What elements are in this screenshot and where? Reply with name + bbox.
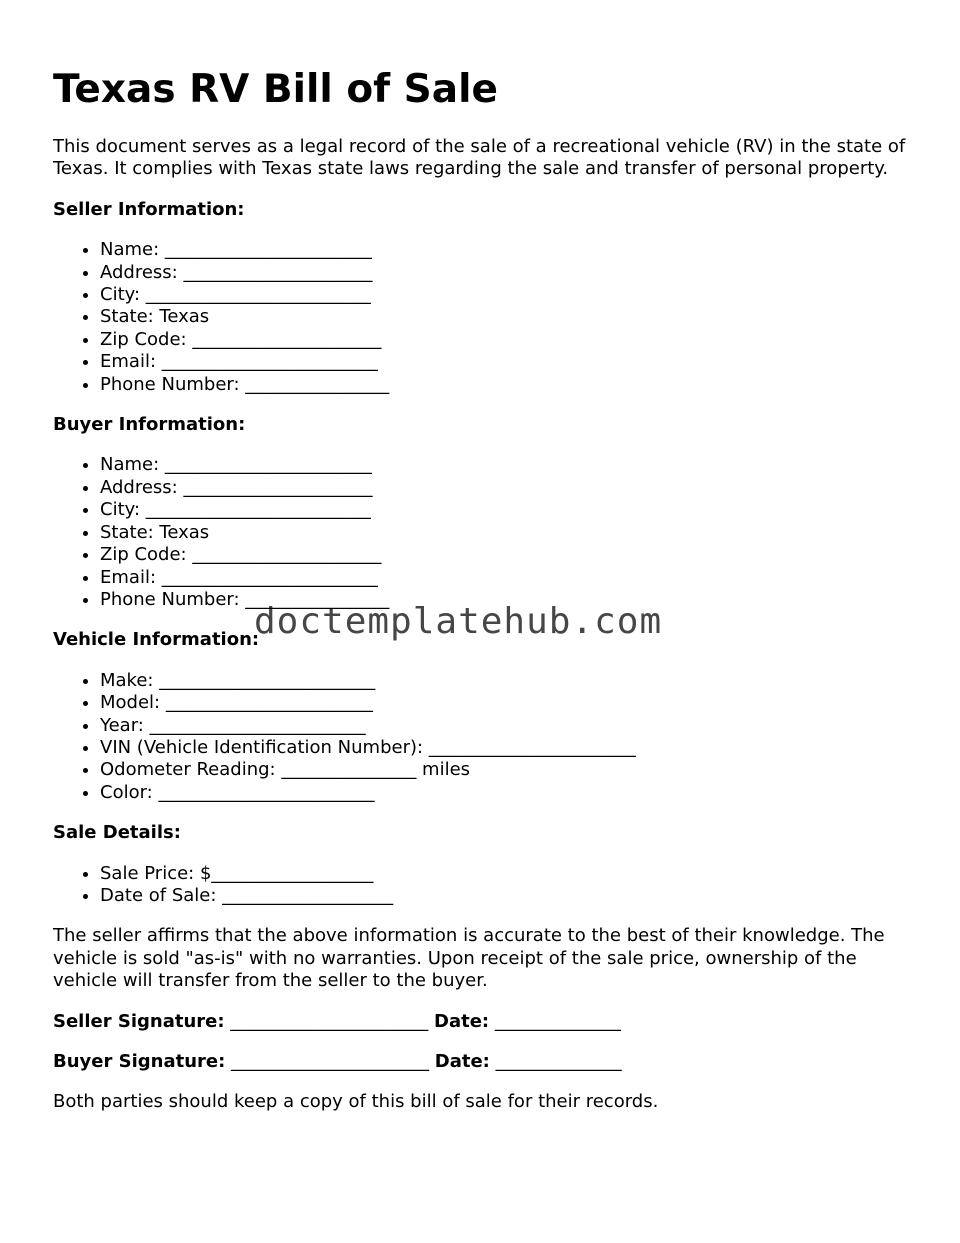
buyer-list <box>53 454 913 611</box>
buyer-date-blank: ______________ <box>495 1051 622 1072</box>
vehicle-list <box>53 670 913 804</box>
seller-address-field: • Address: _____________________ <box>100 262 913 284</box>
seller-date-label: Date: <box>434 1010 490 1032</box>
buyer-name-field: • Name: _______________________ <box>100 454 913 476</box>
document-title: Texas RV Bill of Sale <box>53 67 498 112</box>
intro-paragraph: This document serves as a legal record of the sale of a recreational vehicle (RV) in the state of Texas. It complies with Texas state laws regarding the sale and transfer of personal property. <box>53 136 906 180</box>
vehicle-year-field: • Year: ________________________ <box>100 715 913 737</box>
vehicle-heading: Vehicle Information: <box>53 629 260 651</box>
document-page <box>53 62 913 1114</box>
seller-state-field: • State: Texas <box>100 306 913 328</box>
buyer-zip-field: • Zip Code: _____________________ <box>100 544 913 566</box>
seller-email-field: • Email: ________________________ <box>100 351 913 373</box>
buyer-date-label: Date: <box>434 1051 490 1072</box>
seller-city-field: • City: _________________________ <box>100 284 913 306</box>
buyer-heading: Buyer Information: <box>53 414 246 436</box>
seller-heading: Seller Information: <box>53 198 245 220</box>
vehicle-color-field: • Color: ________________________ <box>100 782 913 804</box>
buyer-signature-blank: ______________________ <box>231 1051 430 1072</box>
seller-list <box>53 239 913 396</box>
affirmation-paragraph: The seller affirms that the above information is accurate to the best of their knowledge. The vehicle is sold "as-is" with no warranties. Upon receipt of the sale price, ownership of the vehicle will transfer from the seller to the buyer. <box>53 925 885 992</box>
seller-signature-label: Seller Signature: <box>53 1010 225 1032</box>
seller-signature-blank: ______________________ <box>230 1010 429 1032</box>
footer-note: Both parties should keep a copy of this bill of sale for their records. <box>53 1091 659 1113</box>
buyer-phone-field: • Phone Number: ________________ <box>100 589 913 611</box>
vehicle-odometer-field: • Odometer Reading: _______________ miles <box>100 759 913 781</box>
sale-heading: Sale Details: <box>53 822 181 844</box>
buyer-state-field: • State: Texas <box>100 522 913 544</box>
sale-list <box>53 863 913 908</box>
vehicle-model-field: • Model: _______________________ <box>100 692 913 714</box>
sale-date-field: • Date of Sale: ___________________ <box>100 885 913 907</box>
seller-date-blank: ______________ <box>494 1010 621 1032</box>
seller-phone-field: • Phone Number: ________________ <box>100 374 913 396</box>
seller-zip-field: • Zip Code: _____________________ <box>100 329 913 351</box>
vehicle-make-field: • Make: ________________________ <box>100 670 913 692</box>
buyer-city-field: • City: _________________________ <box>100 499 913 521</box>
buyer-address-field: • Address: _____________________ <box>100 477 913 499</box>
buyer-signature-line <box>53 1051 913 1073</box>
vehicle-vin-field: • VIN (Vehicle Identification Number): _______________________ <box>100 737 913 759</box>
buyer-email-field: • Email: ________________________ <box>100 567 913 589</box>
watermark: doctemplatehub.com <box>254 601 663 642</box>
sale-price-field: • Sale Price: $__________________ <box>100 863 913 885</box>
seller-name-field: • Name: _______________________ <box>100 239 913 261</box>
seller-signature-line <box>53 1011 913 1033</box>
buyer-signature-label: Buyer Signature: <box>53 1051 226 1072</box>
